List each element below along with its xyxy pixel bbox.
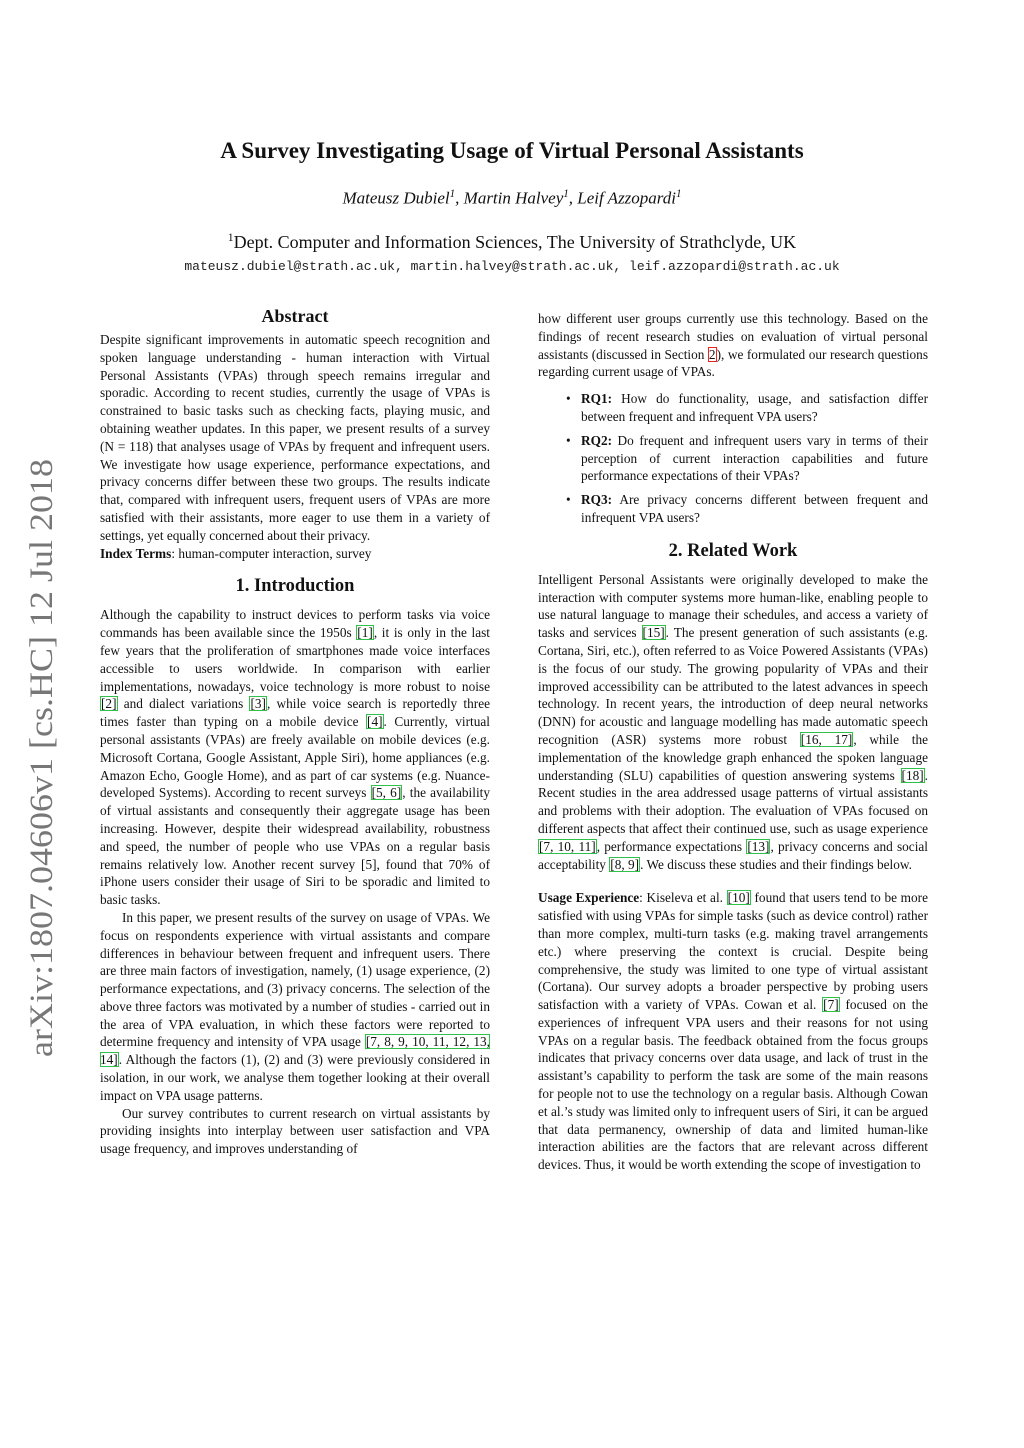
research-question: • RQ1: How do functionality, usage, and satisfaction differ between frequent and infrequent VPA users? xyxy=(566,391,928,424)
citation-link[interactable]: [15] xyxy=(642,625,665,641)
paper-title: A Survey Investigating Usage of Virtual Personal Assistants xyxy=(220,138,804,163)
citation-link[interactable]: [7, 10, 11] xyxy=(539,838,596,854)
abstract-text: Despite significant improvements in automatic speech recognition and spoken language understanding - human interaction with Virtual Personal Assistants (VPAs) through speech remains irregular and sporadic. According to recent studies, currently the usage of VPAs is constrained to basic tasks such as checking facts, playing music, and obtaining weather updates. In this paper, we present results of a survey (N = 118) that analyses usage of VPAs by frequent and infrequent users. We investigate how usage experience, performance expectations, and privacy concerns differ between these two groups. The results indicate that, compared with infrequent users, frequent users of VPAs are more satisfied with their assistants, more eager to use them in a variety of settings, yet equally concerned about their privacy. Index Terms: human-computer interaction, survey xyxy=(100,332,490,561)
section-link[interactable]: 2 xyxy=(708,346,716,362)
body-paragraph: how different user groups currently use this technology. Based on the findings of recent research studies on evaluation of virtual personal assistants (discussed in Section 2), we formulated our research questions regarding current usage of VPAs. xyxy=(538,311,928,380)
citation-link[interactable]: [3] xyxy=(250,696,266,712)
related-work-paragraph: Intelligent Personal Assistants were originally developed to make the interaction with computer systems more human-like, enabling people to use natural language to manage their schedules, and access a variety of tasks and services [15]. The present generation of such assistants (e.g. Cortana, Siri, etc.), often referred to as Voice Powered Assistants (VPAs) is the focus of our study. The growing popularity of VPAs and their improved accessibility can be attributed to the latest advances in speech technology. In recent years, the introduction of deep neural networks (DNN) for acoustic and language modelling has made automatic speech recognition (ASR) systems more robust [16, 17], while the implementation of the knowledge graph enhanced the spoken language understanding (SLU) capabilities of question answering systems [18]. Recent studies in the area addressed usage patterns of virtual assistants and problems with their adoption. The evaluation of VPAs focused on different aspects that affect their continued use, such as usage experience [7, 10, 11], performance expectations [13], privacy concerns and social acceptability [8, 9]. We discuss these studies and their findings below. xyxy=(538,571,928,872)
section-heading-introduction: 1. Introduction xyxy=(235,576,355,597)
citation-link[interactable]: [16, 17] xyxy=(800,731,853,747)
intro-paragraph: Our survey contributes to current research on virtual assistants by providing insights into interplay between user satisfaction and VPA usage frequency, and improves understanding of xyxy=(100,1105,490,1157)
citation-link[interactable]: [2] xyxy=(101,696,117,712)
citation-link[interactable]: [18] xyxy=(901,767,924,783)
author-list: Mateusz Dubiel$^1$, Martin Halvey$^1$, Leif Azzopardi$^1$ xyxy=(342,188,682,208)
citation-link[interactable]: [13] xyxy=(747,838,770,854)
author-name: Martin Halvey xyxy=(463,188,564,208)
author-name: Mateusz Dubiel xyxy=(342,188,450,208)
research-question: • RQ3: Are privacy concerns different between frequent and infrequent VPA users? xyxy=(566,492,928,525)
intro-paragraph: In this paper, we present results of the survey on usage of VPAs. We focus on respondents experience with virtual assistants and compare differences in behaviour between frequent and infrequent users. There are three main factors of investigation, namely, (1) usage experience, (2) performance expectations, and (3) privacy concerns. The selection of the above three factors was motivated by a number of studies - carried out in the area of VPA evaluation, in which these factors were reported to determine frequency and intensity of VPA usage [7, 8, 9, 10, 11, 12, 13, 14]. Although the factors (1), (2) and (3) were previously considered in isolation, in our work, we analyse them together looking at their overall impact on VPA usage patterns. xyxy=(100,909,490,1103)
citation-link[interactable]: [1] xyxy=(357,625,373,641)
abstract-heading: Abstract xyxy=(261,306,329,326)
usage-experience-paragraph: Usage Experience: Kiseleva et al. [10] found that users tend to be more satisfied with using VPAs for simple tasks (such as device control) rather than more complex, multi-turn tasks (e.g. making travel arrangements etc.) where preserving the context is crucial. Despite being comprehensive, the study was limited to one type of virtual assistant (Cortana). Our survey adopts a broader perspective by probing users satisfaction with a variety of VPAs. Cowan et al. [7] focused on the experiences of infrequent VPA users and their reasons for not using VPAs on a regular basis. The feedback obtained from the focus groups indicates that privacy concerns over data usage, and lack of trust in the assistant’s capability to perform the task are some of the main reasons for people not to use the technology on a regular basis. Although Cowan et al.’s study was limited only to infrequent users of Siri, it can be argued that data permanency, ownership of data and limited human-like interaction abilities are the factors that are relevant across different devices. Thus, it would be worth extending the scope of investigation to xyxy=(538,890,929,1173)
citation-link[interactable]: [7] xyxy=(823,997,839,1013)
author-emails: mateusz.dubiel@strath.ac.uk, martin.halvey@strath.ac.uk, leif.azzopardi@strath.ac.uk xyxy=(184,259,840,274)
intro-paragraph: Although the capability to instruct devices to perform tasks via voice commands has been available since the 1950s [1], it is only in the last few years that the proliferation of smartphones made voice interfaces accessible to users worldwide. In comparison with earlier implementations, nowadays, voice technology is more robust to noise [2] and dialect variations [3], while voice search is reportedly three times faster than typing on a mobile device [4]. Currently, virtual personal assistants (VPAs) are freely available on mobile devices (e.g. Microsoft Cortana, Google Assistant, Apple Siri), home appliances (e.g. Amazon Echo, Google Home), and as part of car systems (e.g. Nuance-developed Systems). According to recent surveys [5, 6], the availability of virtual assistants and consequently their aggregate usage has been increasing. However, despite their widespread availability, robustness and speed, the number of people who use VPAs on a regular basis remains relatively low. Another recent survey [5], found that 70% of iPhone users consider their usage of Siri to be sporadic and limited to basic tasks. xyxy=(100,607,490,908)
citation-link[interactable]: [5, 6] xyxy=(371,785,402,801)
citation-link[interactable]: [7, 8, 9, 10, 11, 12, 13, 14] xyxy=(100,1034,490,1068)
left-column xyxy=(100,306,490,1158)
index-terms-label: Index Terms xyxy=(100,545,172,561)
research-question-list xyxy=(538,390,928,527)
citation-link[interactable]: [10] xyxy=(727,890,750,906)
subsection-lead: Usage Experience xyxy=(538,890,640,906)
arxiv-stamp-text: arXiv:1807.04606v1 [cs.HC] 12 Jul 2018 xyxy=(24,508,60,1057)
citation-link[interactable]: [8, 9] xyxy=(610,856,640,872)
arxiv-stamp xyxy=(8,457,68,1057)
affiliation: $^1$Dept. Computer and Information Sciences, The University of Strathclyde, UK xyxy=(227,231,797,252)
author-name: Leif Azzopardi xyxy=(577,188,677,208)
citation-link[interactable]: [4] xyxy=(367,714,383,730)
right-column xyxy=(538,310,928,1174)
section-heading-related-work: 2. Related Work xyxy=(668,540,798,561)
research-question: • RQ2: Do frequent and infrequent users vary in terms of their perception of current interaction capabilities and future performance expectations of their VPAs? xyxy=(566,432,928,484)
